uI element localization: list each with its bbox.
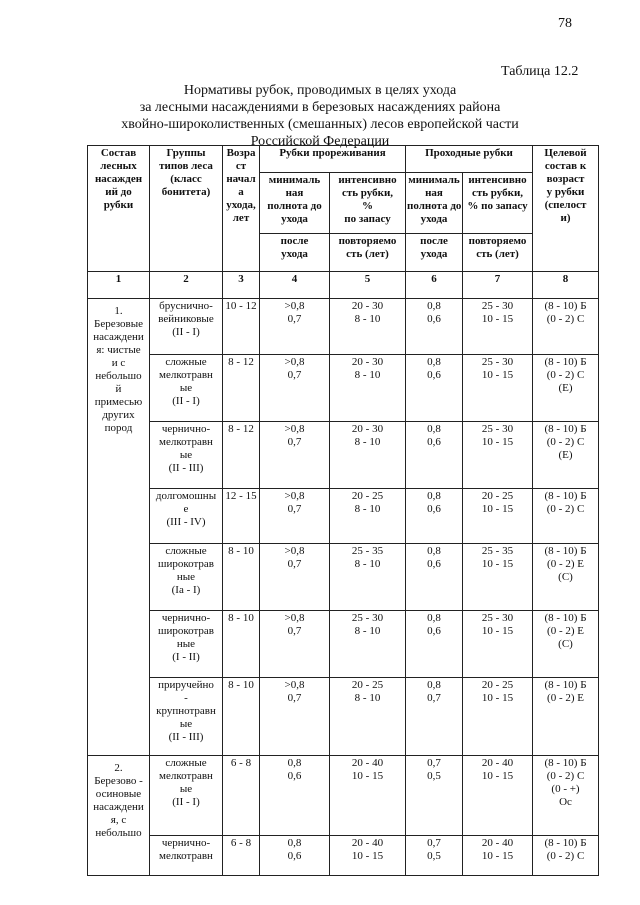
cell-line: 0,8 bbox=[427, 545, 441, 557]
cell-line: е bbox=[183, 503, 189, 515]
thinning-intensity-cell bbox=[330, 678, 406, 756]
title-line: Российской Федерации bbox=[250, 134, 390, 149]
cell-line: сть рубки, bbox=[341, 187, 394, 199]
cell-line: 0,7 bbox=[287, 558, 302, 570]
cell-line: 8 - 10 bbox=[354, 369, 381, 381]
cell-line: 25 - 30 bbox=[351, 612, 384, 624]
cell-line: 0,6 bbox=[287, 850, 302, 862]
cell-line: 8 - 10 bbox=[354, 313, 381, 325]
cell-line: (8 - 10) Б bbox=[544, 757, 587, 769]
cell-line: (0 - +) bbox=[551, 783, 580, 795]
cell-line: 20 - 25 bbox=[351, 679, 384, 691]
cell-line: сложные bbox=[165, 356, 207, 368]
cell-line: сложные bbox=[165, 545, 207, 557]
cell-line: (II - III) bbox=[168, 731, 204, 743]
cell-line: 0,6 bbox=[287, 770, 302, 782]
cell-line: 25 - 30 bbox=[481, 356, 514, 368]
header-repeat bbox=[330, 234, 406, 272]
cell-line: 25 - 30 bbox=[481, 612, 514, 624]
table-title bbox=[0, 82, 640, 150]
cell-line: и с bbox=[111, 357, 126, 369]
cell-line: (0 - 2) С bbox=[546, 436, 585, 448]
cell-line: >0,8 bbox=[284, 545, 305, 557]
cell-line: (0 - 2) Е bbox=[547, 558, 584, 570]
cell-line: й bbox=[115, 383, 122, 395]
passing-min-density-cell bbox=[406, 756, 463, 836]
thinning-min-density-cell bbox=[260, 756, 330, 836]
cell-line: 20 - 30 bbox=[351, 423, 384, 435]
cell-line: 10 - 15 bbox=[481, 369, 514, 381]
cell-line: примесью bbox=[94, 396, 143, 408]
cell-line: >0,8 bbox=[284, 423, 305, 435]
forest-type-cell bbox=[150, 489, 223, 544]
start-age-cell: 8 - 10 bbox=[223, 611, 260, 678]
start-age-cell: 6 - 8 bbox=[223, 836, 260, 876]
cell-line: % по запасу bbox=[467, 200, 528, 212]
cell-line: минималь bbox=[268, 174, 321, 186]
table-row bbox=[88, 299, 599, 355]
cell-line: Возра bbox=[226, 147, 256, 159]
cell-line: 20 - 40 bbox=[481, 837, 514, 849]
cell-line: 25 - 35 bbox=[481, 545, 514, 557]
cell-line: после bbox=[280, 235, 309, 247]
cell-line: 10 - 15 bbox=[481, 558, 514, 570]
cell-line: % bbox=[362, 200, 373, 212]
cell-line: 0,7 bbox=[427, 757, 441, 769]
cell-line: Состав bbox=[100, 147, 137, 159]
cell-line: 0,8 bbox=[427, 612, 441, 624]
column-number: 1 bbox=[88, 272, 150, 299]
cell-line: осиновые bbox=[95, 788, 142, 800]
cell-line: ые bbox=[179, 718, 193, 730]
cell-line: ухода bbox=[281, 248, 308, 260]
cell-line: 0,6 bbox=[427, 369, 441, 381]
cell-line: начал bbox=[226, 173, 256, 185]
cell-line: Группы bbox=[166, 147, 206, 159]
cell-line: состав к bbox=[544, 160, 587, 172]
cell-line: 10 - 15 bbox=[481, 625, 514, 637]
thinning-min-density-cell bbox=[260, 299, 330, 355]
cell-line: 20 - 40 bbox=[481, 757, 514, 769]
cell-line: 0,8 bbox=[427, 490, 441, 502]
passing-min-density-cell bbox=[406, 299, 463, 355]
cell-line: 0,6 bbox=[427, 558, 441, 570]
cell-line: 10 - 15 bbox=[481, 692, 514, 704]
composition-cell bbox=[88, 756, 150, 876]
passing-intensity-cell bbox=[463, 489, 533, 544]
forest-type-cell bbox=[150, 299, 223, 355]
passing-intensity-cell bbox=[463, 611, 533, 678]
target-composition-cell bbox=[533, 756, 599, 836]
forest-type-cell bbox=[150, 678, 223, 756]
forest-type-cell bbox=[150, 544, 223, 611]
passing-intensity-cell bbox=[463, 422, 533, 489]
cell-line: (8 - 10) Б bbox=[544, 490, 587, 502]
column-number: 3 bbox=[223, 272, 260, 299]
cell-line: (спелост bbox=[544, 199, 587, 211]
target-composition-cell bbox=[533, 489, 599, 544]
cell-line: 0,8 bbox=[427, 356, 441, 368]
cell-line: >0,8 bbox=[284, 612, 305, 624]
cell-line: 25 - 35 bbox=[351, 545, 384, 557]
cell-line: 0,6 bbox=[427, 313, 441, 325]
thinning-intensity-cell bbox=[330, 355, 406, 422]
table-row bbox=[88, 611, 599, 678]
cell-line: (8 - 10) Б bbox=[544, 837, 587, 849]
cell-line: интенсивно bbox=[338, 174, 397, 186]
cell-line: я: чистые bbox=[96, 344, 141, 356]
cell-line: 8 - 10 bbox=[354, 503, 381, 515]
cell-line: 0,8 bbox=[287, 837, 302, 849]
cell-line: 20 - 25 bbox=[351, 490, 384, 502]
title-line: за лесными насаждениями в березовых насаждениях района bbox=[139, 100, 501, 115]
table-row bbox=[88, 355, 599, 422]
thinning-intensity-cell bbox=[330, 544, 406, 611]
cell-line: (II - III) bbox=[168, 462, 204, 474]
thinning-intensity-cell bbox=[330, 489, 406, 544]
cell-line: (8 - 10) Б bbox=[544, 612, 587, 624]
table-label: Таблица 12.2 bbox=[501, 64, 579, 79]
cell-line: ная bbox=[285, 187, 304, 199]
cell-line: рубки bbox=[103, 199, 134, 211]
cell-line: полнота до bbox=[407, 200, 462, 212]
thinning-min-density-cell bbox=[260, 355, 330, 422]
cell-line: 10 - 15 bbox=[481, 850, 514, 862]
cell-line: ий до bbox=[105, 186, 132, 198]
thinning-min-density-cell bbox=[260, 678, 330, 756]
cell-line: >0,8 bbox=[284, 356, 305, 368]
header-after-care-passing bbox=[406, 234, 463, 272]
passing-min-density-cell bbox=[406, 544, 463, 611]
cell-line: 10 - 15 bbox=[351, 770, 384, 782]
cell-line: по запасу bbox=[344, 213, 391, 225]
table-row bbox=[88, 422, 599, 489]
cell-line: 0,8 bbox=[427, 679, 441, 691]
cell-line: полнота до bbox=[267, 200, 322, 212]
start-age-cell: 8 - 12 bbox=[223, 422, 260, 489]
title-line: хвойно-широколиственных (смешанных) лесов европейской части bbox=[121, 117, 519, 132]
cell-line: лесных bbox=[100, 160, 137, 172]
cell-line: минималь bbox=[408, 174, 460, 186]
thinning-min-density-cell bbox=[260, 422, 330, 489]
passing-min-density-cell bbox=[406, 355, 463, 422]
thinning-intensity-cell bbox=[330, 611, 406, 678]
passing-intensity-cell bbox=[463, 756, 533, 836]
cell-line: широкотрав bbox=[157, 625, 214, 637]
cell-line: повторяемо bbox=[468, 235, 527, 247]
cell-line: сложные bbox=[165, 757, 207, 769]
forest-type-cell bbox=[150, 756, 223, 836]
header-thinning: Рубки прореживания bbox=[260, 146, 406, 173]
target-composition-cell bbox=[533, 836, 599, 876]
cell-line: (8 - 10) Б bbox=[544, 423, 587, 435]
cell-line: (8 - 10) Б bbox=[544, 300, 587, 312]
cell-line: пород bbox=[104, 422, 133, 434]
thinning-min-density-cell bbox=[260, 489, 330, 544]
table-row bbox=[88, 544, 599, 611]
norms-table bbox=[87, 145, 599, 876]
cell-line: 0,7 bbox=[427, 692, 441, 704]
cell-line: Березово - bbox=[94, 775, 143, 787]
column-number: 8 bbox=[533, 272, 599, 299]
cell-line: (II - I) bbox=[172, 395, 200, 407]
passing-min-density-cell bbox=[406, 489, 463, 544]
column-number: 2 bbox=[150, 272, 223, 299]
cell-line: 0,7 bbox=[287, 436, 302, 448]
cell-line: ная bbox=[425, 187, 443, 199]
forest-type-cell bbox=[150, 355, 223, 422]
cell-line: 20 - 40 bbox=[351, 837, 384, 849]
passing-min-density-cell bbox=[406, 422, 463, 489]
passing-intensity-cell bbox=[463, 544, 533, 611]
table-row bbox=[88, 756, 599, 836]
thinning-intensity-cell bbox=[330, 756, 406, 836]
cell-line: 0,6 bbox=[427, 436, 441, 448]
cell-line: мелкотравн bbox=[159, 850, 213, 862]
cell-line: 8 - 10 bbox=[354, 558, 381, 570]
cell-line: небольшо bbox=[95, 827, 142, 839]
cell-line: 0,6 bbox=[427, 503, 441, 515]
cell-line: 0,8 bbox=[427, 300, 441, 312]
cell-line: (0 - 2) С bbox=[546, 369, 585, 381]
start-age-cell: 10 - 12 bbox=[223, 299, 260, 355]
cell-line: ухода, bbox=[226, 199, 256, 211]
column-number-row bbox=[88, 272, 599, 299]
cell-line: (С) bbox=[558, 571, 573, 583]
cell-line: Ос bbox=[559, 796, 572, 808]
cell-line: (I - II) bbox=[172, 651, 200, 663]
thinning-intensity-cell bbox=[330, 422, 406, 489]
passing-intensity-cell bbox=[463, 355, 533, 422]
cell-line: ухода bbox=[420, 213, 448, 225]
target-composition-cell bbox=[533, 355, 599, 422]
cell-line: (С) bbox=[558, 638, 573, 650]
thinning-min-density-cell bbox=[260, 544, 330, 611]
header-min-density-passing bbox=[406, 173, 463, 234]
cell-line: - bbox=[184, 692, 188, 704]
page-number: 78 bbox=[558, 16, 572, 31]
header-intensity-passing bbox=[463, 173, 533, 234]
forest-type-cell bbox=[150, 422, 223, 489]
column-number: 6 bbox=[406, 272, 463, 299]
cell-line: ые bbox=[179, 382, 193, 394]
cell-line: долгомошны bbox=[155, 490, 217, 502]
cell-line: 0,6 bbox=[427, 625, 441, 637]
cell-line: 10 - 15 bbox=[481, 770, 514, 782]
cell-line: 20 - 30 bbox=[351, 356, 384, 368]
cell-line: (Ia - I) bbox=[171, 584, 201, 596]
cell-line: 20 - 25 bbox=[481, 490, 514, 502]
cell-line: >0,8 bbox=[284, 490, 305, 502]
cell-line: 0,7 bbox=[287, 625, 302, 637]
target-composition-cell bbox=[533, 299, 599, 355]
column-number: 5 bbox=[330, 272, 406, 299]
cell-line: ухода bbox=[420, 248, 448, 260]
passing-min-density-cell bbox=[406, 611, 463, 678]
cell-line: (Е) bbox=[558, 449, 573, 461]
cell-line: типов леса bbox=[159, 160, 213, 172]
thinning-intensity-cell bbox=[330, 836, 406, 876]
header-repeat-passing bbox=[463, 234, 533, 272]
cell-line: 0,8 bbox=[427, 423, 441, 435]
column-number: 4 bbox=[260, 272, 330, 299]
cell-line: насаждени bbox=[93, 801, 144, 813]
cell-line: интенсивно bbox=[468, 174, 527, 186]
cell-line: ные bbox=[176, 638, 196, 650]
cell-line: возраст bbox=[546, 173, 585, 185]
start-age-cell: 8 - 10 bbox=[223, 544, 260, 611]
table-row bbox=[88, 836, 599, 876]
cell-line: (III - IV) bbox=[166, 516, 206, 528]
composition-cell bbox=[88, 299, 150, 756]
cell-line: после bbox=[420, 235, 448, 247]
cell-line: ые bbox=[179, 449, 193, 461]
cell-line: чернично- bbox=[161, 837, 211, 849]
cell-line: 0,7 bbox=[427, 837, 441, 849]
passing-intensity-cell bbox=[463, 678, 533, 756]
passing-min-density-cell bbox=[406, 678, 463, 756]
cell-line: брусничнo- bbox=[159, 300, 213, 312]
cell-line: мелкотравн bbox=[159, 369, 213, 381]
cell-line: других bbox=[102, 409, 135, 421]
passing-intensity-cell bbox=[463, 299, 533, 355]
cell-line: 8 - 10 bbox=[354, 692, 381, 704]
cell-line: Березовые bbox=[94, 318, 143, 330]
passing-intensity-cell bbox=[463, 836, 533, 876]
cell-line: 10 - 15 bbox=[481, 503, 514, 515]
cell-line: (8 - 10) Б bbox=[544, 356, 587, 368]
start-age-cell: 6 - 8 bbox=[223, 756, 260, 836]
cell-line: ные bbox=[176, 571, 196, 583]
table-body bbox=[88, 272, 599, 876]
cell-line: чернично- bbox=[161, 423, 211, 435]
cell-line: и) bbox=[560, 212, 571, 224]
cell-line: чернично- bbox=[161, 612, 211, 624]
cell-line: 20 - 40 bbox=[351, 757, 384, 769]
cell-line: ст bbox=[235, 160, 247, 172]
cell-line: (0 - 2) Е bbox=[547, 692, 584, 704]
cell-line: 10 - 15 bbox=[481, 313, 514, 325]
cell-line: 0,7 bbox=[287, 503, 302, 515]
start-age-cell: 8 - 12 bbox=[223, 355, 260, 422]
passing-min-density-cell bbox=[406, 836, 463, 876]
cell-line: (0 - 2) С bbox=[546, 503, 585, 515]
cell-line: (II - I) bbox=[172, 326, 200, 338]
cell-line: (8 - 10) Б bbox=[544, 679, 587, 691]
title-line: Нормативы рубок, проводимых в целях ухода bbox=[183, 83, 457, 98]
header-composition bbox=[88, 146, 150, 272]
thinning-intensity-cell bbox=[330, 299, 406, 355]
header-passing-cuts: Проходные рубки bbox=[406, 146, 533, 173]
thinning-min-density-cell bbox=[260, 611, 330, 678]
cell-line: (Е) bbox=[558, 382, 573, 394]
target-composition-cell bbox=[533, 611, 599, 678]
table-row bbox=[88, 489, 599, 544]
cell-line: насаждени bbox=[93, 331, 144, 343]
start-age-cell: 12 - 15 bbox=[223, 489, 260, 544]
cell-line: 10 - 15 bbox=[481, 436, 514, 448]
cell-line: сть (лет) bbox=[346, 248, 389, 260]
cell-line: 25 - 30 bbox=[481, 423, 514, 435]
forest-type-cell bbox=[150, 611, 223, 678]
cell-line: 20 - 30 bbox=[351, 300, 384, 312]
cell-line: >0,8 bbox=[284, 300, 305, 312]
cell-line: ые bbox=[179, 783, 193, 795]
cell-line: >0,8 bbox=[284, 679, 305, 691]
cell-line: а bbox=[238, 186, 244, 198]
header-start-age bbox=[223, 146, 260, 272]
target-composition-cell bbox=[533, 544, 599, 611]
header-target-composition bbox=[533, 146, 599, 272]
start-age-cell: 8 - 10 bbox=[223, 678, 260, 756]
cell-line: 0,7 bbox=[287, 369, 302, 381]
cell-line: ухода bbox=[281, 213, 308, 225]
cell-line: (0 - 2) С bbox=[546, 313, 585, 325]
cell-line: повторяемо bbox=[338, 235, 397, 247]
cell-line: 0,5 bbox=[427, 850, 441, 862]
cell-line: 2. bbox=[114, 762, 123, 774]
table-row bbox=[88, 678, 599, 756]
cell-line: (II - I) bbox=[172, 796, 200, 808]
cell-line: (0 - 2) Е bbox=[547, 625, 584, 637]
target-composition-cell bbox=[533, 678, 599, 756]
cell-line: 8 - 10 bbox=[354, 436, 381, 448]
cell-line: 8 - 10 bbox=[354, 625, 381, 637]
cell-line: 0,7 bbox=[287, 313, 302, 325]
cell-line: 0,5 bbox=[427, 770, 441, 782]
column-number: 7 bbox=[463, 272, 533, 299]
cell-line: небольшо bbox=[95, 370, 142, 382]
cell-line: (8 - 10) Б bbox=[544, 545, 587, 557]
cell-line: (0 - 2) С bbox=[546, 770, 585, 782]
cell-line: бонитета) bbox=[161, 186, 211, 198]
cell-line: 1. bbox=[114, 305, 123, 317]
cell-line: (0 - 2) С bbox=[546, 850, 585, 862]
cell-line: 20 - 25 bbox=[481, 679, 514, 691]
cell-line: лет bbox=[232, 212, 250, 224]
cell-line: широкотрав bbox=[157, 558, 214, 570]
cell-line: (класс bbox=[170, 173, 202, 185]
cell-line: сть (лет) bbox=[476, 248, 519, 260]
cell-line: насажден bbox=[94, 173, 143, 185]
cell-line: Целевой bbox=[544, 147, 587, 159]
cell-line: у рубки bbox=[546, 186, 585, 198]
cell-line: мелкотравн bbox=[159, 770, 213, 782]
cell-line: 0,8 bbox=[287, 757, 302, 769]
cell-line: 25 - 30 bbox=[481, 300, 514, 312]
header-min-density bbox=[260, 173, 330, 234]
header-intensity bbox=[330, 173, 406, 234]
cell-line: мелкотравн bbox=[159, 436, 213, 448]
cell-line: приручейно bbox=[158, 679, 214, 691]
cell-line: 10 - 15 bbox=[351, 850, 384, 862]
header-forest-type bbox=[150, 146, 223, 272]
cell-line: крупнотравн bbox=[156, 705, 216, 717]
cell-line: 0,7 bbox=[287, 692, 302, 704]
cell-line: сть рубки, bbox=[471, 187, 524, 199]
thinning-min-density-cell bbox=[260, 836, 330, 876]
cell-line: я, с bbox=[110, 814, 127, 826]
forest-type-cell bbox=[150, 836, 223, 876]
target-composition-cell bbox=[533, 422, 599, 489]
cell-line: вейниковые bbox=[158, 313, 214, 325]
header-after-care bbox=[260, 234, 330, 272]
